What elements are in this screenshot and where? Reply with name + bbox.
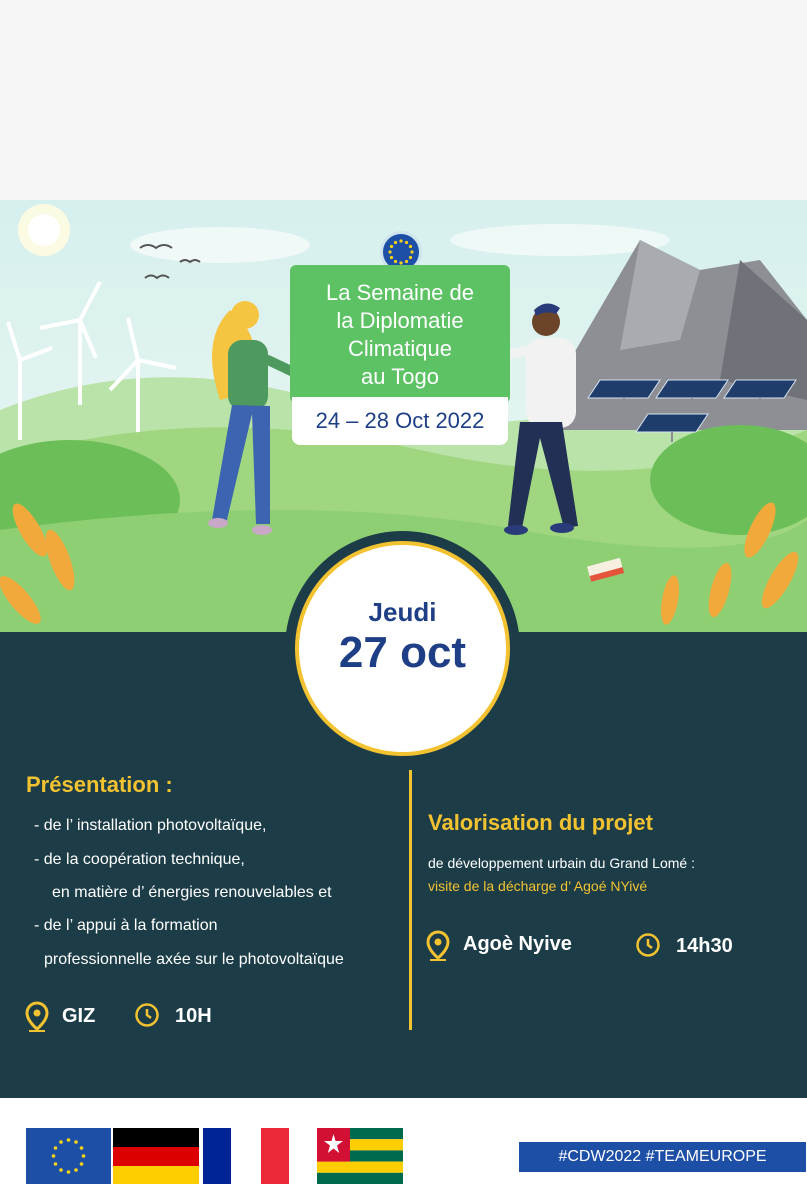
date-circle: [295, 541, 510, 756]
blank-top-area: [0, 0, 807, 200]
day-date: 27 oct: [338, 628, 467, 677]
event-dates: 24 – 28 Oct 2022: [292, 397, 508, 445]
right-line1: de développement urbain du Grand Lomé :: [428, 855, 695, 871]
location-pin-icon: [24, 1001, 50, 1033]
left-heading: Présentation :: [26, 772, 173, 797]
togo-flag-icon: [317, 1128, 403, 1184]
event-title-line: la Diplomatie: [336, 308, 464, 333]
event-title-line: au Togo: [361, 364, 439, 389]
france-flag-icon: [203, 1128, 289, 1184]
left-item: - de l’ appui à la formation: [34, 917, 218, 934]
right-heading: Valorisation du projet: [428, 810, 653, 835]
left-time: 10H: [175, 1005, 212, 1027]
left-location: GIZ: [62, 1005, 96, 1027]
eu-flag-icon: [26, 1128, 111, 1184]
event-title-sign: [290, 265, 510, 403]
event-title-line: Climatique: [348, 336, 452, 361]
germany-flag-icon: [113, 1128, 199, 1184]
clock-icon: [635, 932, 661, 958]
column-divider: [409, 770, 412, 1030]
left-item: en matière d’ énergies renouvelables et: [52, 884, 332, 901]
left-item: - de l’ installation photovoltaïque,: [34, 817, 267, 834]
right-time: 14h30: [676, 935, 733, 957]
event-title-line: La Semaine de: [326, 280, 474, 305]
right-location: Agoè Nyive: [463, 933, 572, 955]
clock-icon: [134, 1002, 160, 1028]
location-pin-icon: [425, 930, 451, 962]
day-name: Jeudi: [368, 597, 437, 627]
right-line2: visite de la décharge d’ Agoé NYivé: [428, 878, 648, 894]
hashtags-banner: #CDW2022 #TEAMEUROPE: [519, 1142, 806, 1172]
left-item: professionnelle axée sur le photovoltaïque: [44, 951, 344, 968]
left-item: - de la coopération technique,: [34, 851, 245, 868]
